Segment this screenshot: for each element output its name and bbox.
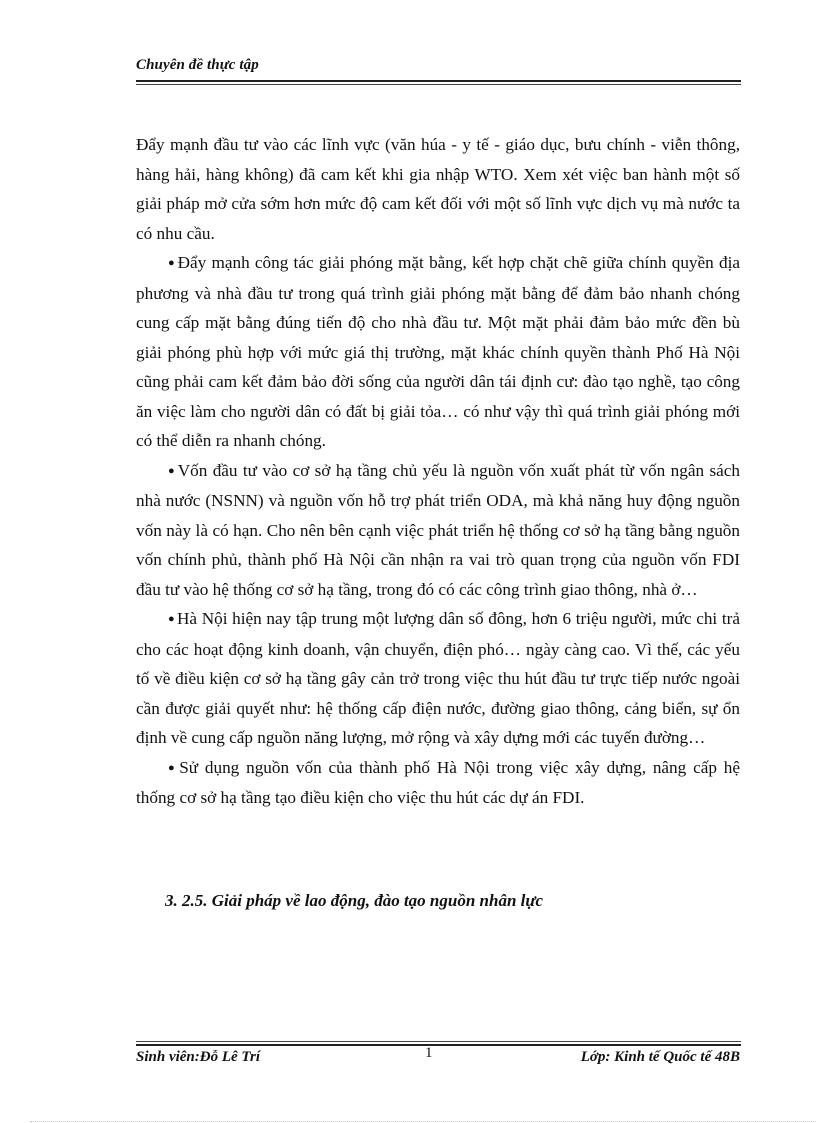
section-heading: 3. 2.5. Giải pháp về lao động, đào tạo nguồn nhân lực bbox=[165, 891, 544, 910]
paragraph-text: Đẩy mạnh đầu tư vào các lĩnh vực (văn húa - y tế - giáo dục, bưu chính - viễn thông, hàng hải, hàng không) đã cam kết khi gia nhập WTO. Xem xét việc ban hành một số giải pháp mở cửa sớm hơn mức độ cam kết đối với một số lĩnh vực dịch vụ mà nước ta có nhu cầu. bbox=[136, 135, 740, 243]
bullet-icon: ● bbox=[168, 761, 178, 774]
bullet-icon: ● bbox=[168, 613, 176, 625]
paragraph-text: Hà Nội hiện nay tập trung một lượng dân số đông, hơn 6 triệu người, mức chi trả cho các hoạt động kinh doanh, vận chuyển, điện phó… ngày càng cao. Vì thế, các yếu tố về điều kiện cơ sở hạ tầng gây cản trở trong việc thu hút đầu tư trực tiếp nước ngoài cần được giải quyết như: hệ thống cấp điện nước, đường giao thông, cảng biển, sự ổn định về cung cấp nguồn năng lượng, mở rộng và xây dựng mới các tuyến đường… bbox=[136, 609, 740, 747]
paragraph-text: Sử dụng nguồn vốn của thành phố Hà Nội trong việc xây dựng, nâng cấp hệ thống cơ sở hạ tầng tạo điều kiện cho việc thu hút các dự án FDI. bbox=[136, 757, 740, 807]
paragraph bbox=[136, 130, 740, 248]
footer-rule bbox=[136, 1044, 741, 1046]
paragraph-text: Đẩy mạnh công tác giải phóng mặt bằng, kết hợp chặt chẽ giữa chính quyền địa phương và nhà đầu tư trong quá trình giải phóng mặt bằng để đảm bảo nhanh chóng cung cấp mặt bằng đúng tiến độ cho nhà đầu tư. Một mặt phải đảm bảo mức đền bù giải phóng phù hợp với mức giá thị trường, mặt khác chính quyền thành Phố Hà Nội cũng phải cam kết đảm bảo đời sống của người dân tái định cư: đào tạo nghề, tạo công ăn việc làm cho người dân có đất bị giải tỏa… có như vậy thì quá trình giải phóng mới có thể diễn ra nhanh chóng. bbox=[136, 253, 740, 450]
footer-class-name: Lớp: Kinh tế Quốc tế 48B bbox=[580, 1049, 740, 1065]
bullet-paragraph bbox=[136, 753, 740, 813]
paragraph-text: Vốn đầu tư vào cơ sở hạ tầng chủ yếu là nguồn vốn xuất phát từ vốn ngân sách nhà nước (NSNN) và nguồn vốn hỗ trợ phát triển ODA, mà khả năng huy động nguồn vốn này là có hạn. Cho nên bên cạnh việc phát triển hệ thống cơ sở hạ tầng bằng nguồn vốn chính phủ, thành phố Hà Nội cần nhận ra vai trò quan trọng của nguồn vốn FDI đầu tư vào hệ thống cơ sở hạ tầng, trong đó có các công trình giao thông, nhà ở… bbox=[136, 460, 740, 599]
header-rule bbox=[136, 80, 741, 82]
page-edge-divider bbox=[30, 1121, 816, 1122]
bullet-paragraph bbox=[136, 248, 740, 456]
footer-rule-secondary bbox=[136, 1041, 741, 1042]
footer-student-name: Sinh viên:Đỗ Lê Trí bbox=[136, 1049, 261, 1065]
bullet-paragraph bbox=[136, 604, 740, 753]
header-rule-secondary bbox=[136, 84, 741, 85]
page-number: 1 bbox=[425, 1045, 433, 1061]
bullet-paragraph bbox=[136, 456, 740, 605]
body-text bbox=[136, 130, 740, 813]
bullet-icon: ● bbox=[168, 464, 176, 477]
header-title: Chuyên đề thực tập bbox=[136, 57, 259, 73]
bullet-icon: ● bbox=[168, 257, 176, 269]
